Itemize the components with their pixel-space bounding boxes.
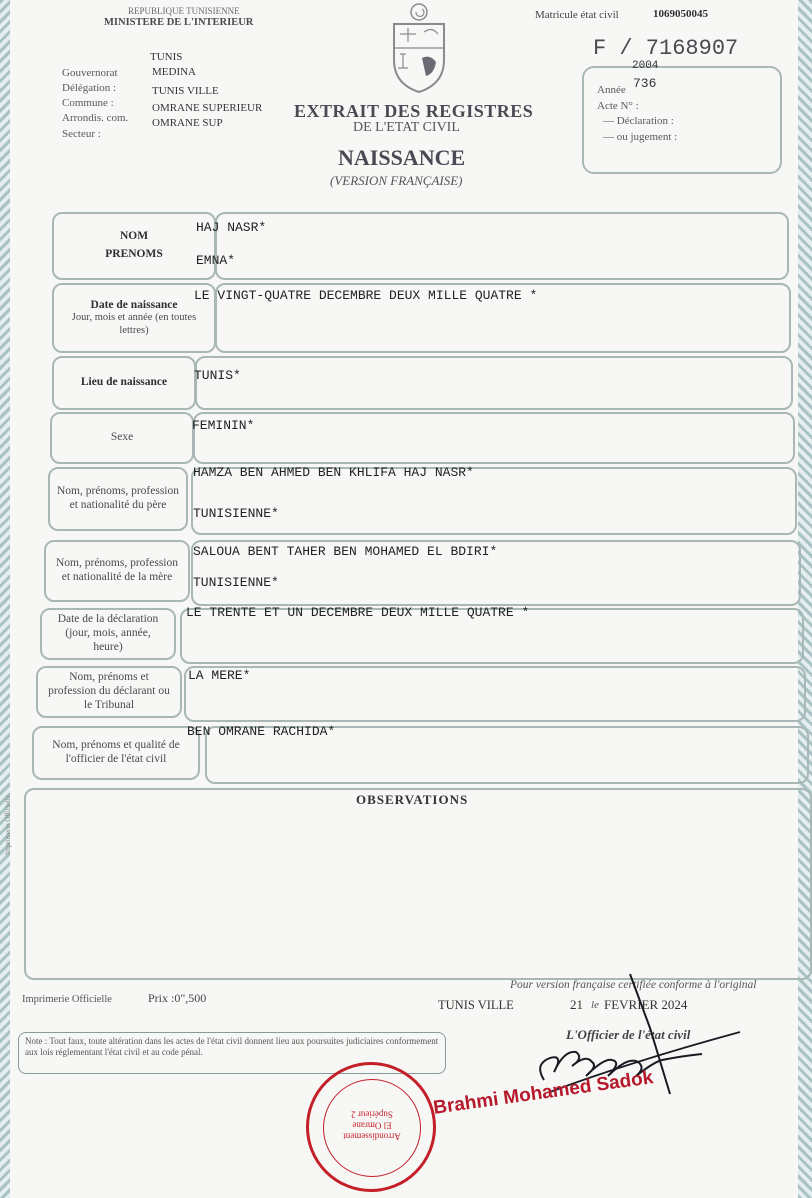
- prenom-value: EMNA*: [196, 253, 236, 268]
- acte-label: Acte N° :: [597, 100, 639, 112]
- secteur-label: Secteur :: [62, 128, 101, 140]
- date-naissance-sublabel: Jour, mois et année (en toutes lettres): [71, 312, 197, 336]
- coat-of-arms-icon: [388, 2, 450, 94]
- footer-date-le: le: [591, 999, 599, 1011]
- officier-title: L'Officier de l'état civil: [566, 1027, 691, 1042]
- date-naissance-value: LE VINGT-QUATRE DECEMBRE DEUX MILLE QUATRE *: [194, 288, 538, 303]
- date-naissance-label: Date de naissance: [90, 298, 178, 311]
- mere-label: Nom, prénoms, profession et nationalité de la mère: [55, 557, 178, 583]
- officier-label-box: [32, 726, 200, 780]
- officier-value: BEN OMRANE RACHIDA*: [187, 724, 336, 739]
- stamp-name: Brahmi Mohamed Sadok: [432, 1067, 655, 1119]
- sexe-label-box: [50, 412, 194, 464]
- officier-label: Nom, prénoms et qualité de l'officier de l'état civil: [52, 739, 180, 765]
- prenoms-label: PRENOMS: [105, 248, 163, 260]
- declarant-field: [184, 666, 806, 722]
- declarant-value: LA MERE*: [188, 668, 251, 683]
- lieu-naissance-value: TUNIS*: [194, 368, 241, 383]
- annee-value: 2004: [632, 60, 659, 72]
- imprimerie-text: Imprimerie Officielle: [22, 994, 112, 1005]
- naissance-title: NAISSANCE: [338, 145, 466, 170]
- document-title: EXTRAIT DES REGISTRES: [294, 101, 534, 121]
- version-text: (VERSION FRANÇAISE): [330, 173, 463, 188]
- observations-box: [24, 788, 812, 980]
- arrondis-value: OMRANE SUPERIEUR: [152, 102, 263, 114]
- delegation-value: MEDINA: [152, 66, 196, 78]
- nom-label: NOM: [119, 230, 149, 243]
- declaration-date-label-box: [40, 608, 176, 660]
- gouvernorat-label: Gouvernorat: [62, 67, 118, 79]
- ministry-text: MINISTERE DE L'INTERIEUR: [104, 17, 254, 28]
- lieu-naissance-label: Lieu de naissance: [80, 376, 168, 389]
- footer-date-day: 21: [570, 997, 583, 1012]
- acte-value: 736: [633, 76, 657, 91]
- nom-prenoms-field: [215, 212, 789, 280]
- certification-text: Pour version française certifiée conforme à l'original: [510, 979, 757, 991]
- nom-value: HAJ NASR*: [196, 220, 267, 235]
- sexe-field: [193, 412, 795, 464]
- pere-nationalite-value: TUNISIENNE*: [193, 506, 279, 521]
- mere-nationalite-value: TUNISIENNE*: [193, 575, 279, 590]
- pere-nom-value: HAMZA BEN AHMED BEN KHLIFA HAJ NASR*: [193, 465, 474, 480]
- commune-label: Commune :: [62, 97, 114, 109]
- mere-nom-value: SALOUA BENT TAHER BEN MOHAMED EL BDIRI*: [193, 544, 498, 559]
- delegation-label: Délégation :: [62, 82, 117, 94]
- matricule-value: 1069050045: [653, 8, 708, 20]
- legal-note: Note : Tout faux, toute altération dans les actes de l'état civil donnent lieu aux poursuites judiciaires conformement aux lois réglementant l'état civil et au code pénal.: [18, 1032, 446, 1074]
- declarant-label-box: [36, 666, 182, 718]
- declaration-date-label: Date de la déclaration (jour, mois, année, heure): [57, 613, 159, 653]
- sexe-label: Sexe: [110, 431, 134, 444]
- secteur-value: OMRANE SUP: [152, 117, 223, 129]
- date-naissance-label-box: [52, 283, 216, 353]
- pere-label: Nom, prénoms, profession et nationalité du père: [56, 485, 179, 511]
- republic-text: REPUBLIQUE TUNISIENNE: [128, 6, 240, 16]
- lieu-naissance-field: [195, 356, 793, 410]
- sexe-value: FEMININ*: [192, 418, 255, 433]
- commune-value: TUNIS VILLE: [152, 85, 219, 97]
- folio-number: F / 7168907: [593, 36, 739, 61]
- margin-imprimerie-text: Imprimerie Officielle: [4, 795, 12, 855]
- mere-label-box: [44, 540, 190, 602]
- matricule-label: Matricule état civil: [535, 9, 619, 21]
- footer-lieu: TUNIS VILLE: [438, 998, 514, 1012]
- footer-date-rest: FEVRIER 2024: [604, 997, 688, 1012]
- lieu-naissance-label-box: [52, 356, 196, 410]
- declaration-label: — Déclaration :: [603, 115, 674, 127]
- jugement-label: — ou jugement :: [603, 131, 678, 143]
- pere-label-box: [48, 467, 188, 531]
- prix-text: Prix :0",500: [148, 991, 207, 1005]
- official-stamp: Arrondissement El Omrane Supérieur 2: [306, 1062, 436, 1192]
- annee-label: Année: [597, 84, 626, 96]
- gouvernorat-value: TUNIS: [150, 51, 183, 63]
- declaration-date-value: LE TRENTE ET UN DECEMBRE DEUX MILLE QUATRE *: [186, 605, 530, 620]
- document-subtitle: DE L'ETAT CIVIL: [353, 120, 460, 135]
- arrondis-label: Arrondis. com.: [62, 112, 129, 124]
- nom-prenoms-label-box: [52, 212, 216, 280]
- declarant-label: Nom, prénoms et profession du déclarant ou le Tribunal: [48, 671, 170, 711]
- observations-label: OBSERVATIONS: [356, 792, 469, 807]
